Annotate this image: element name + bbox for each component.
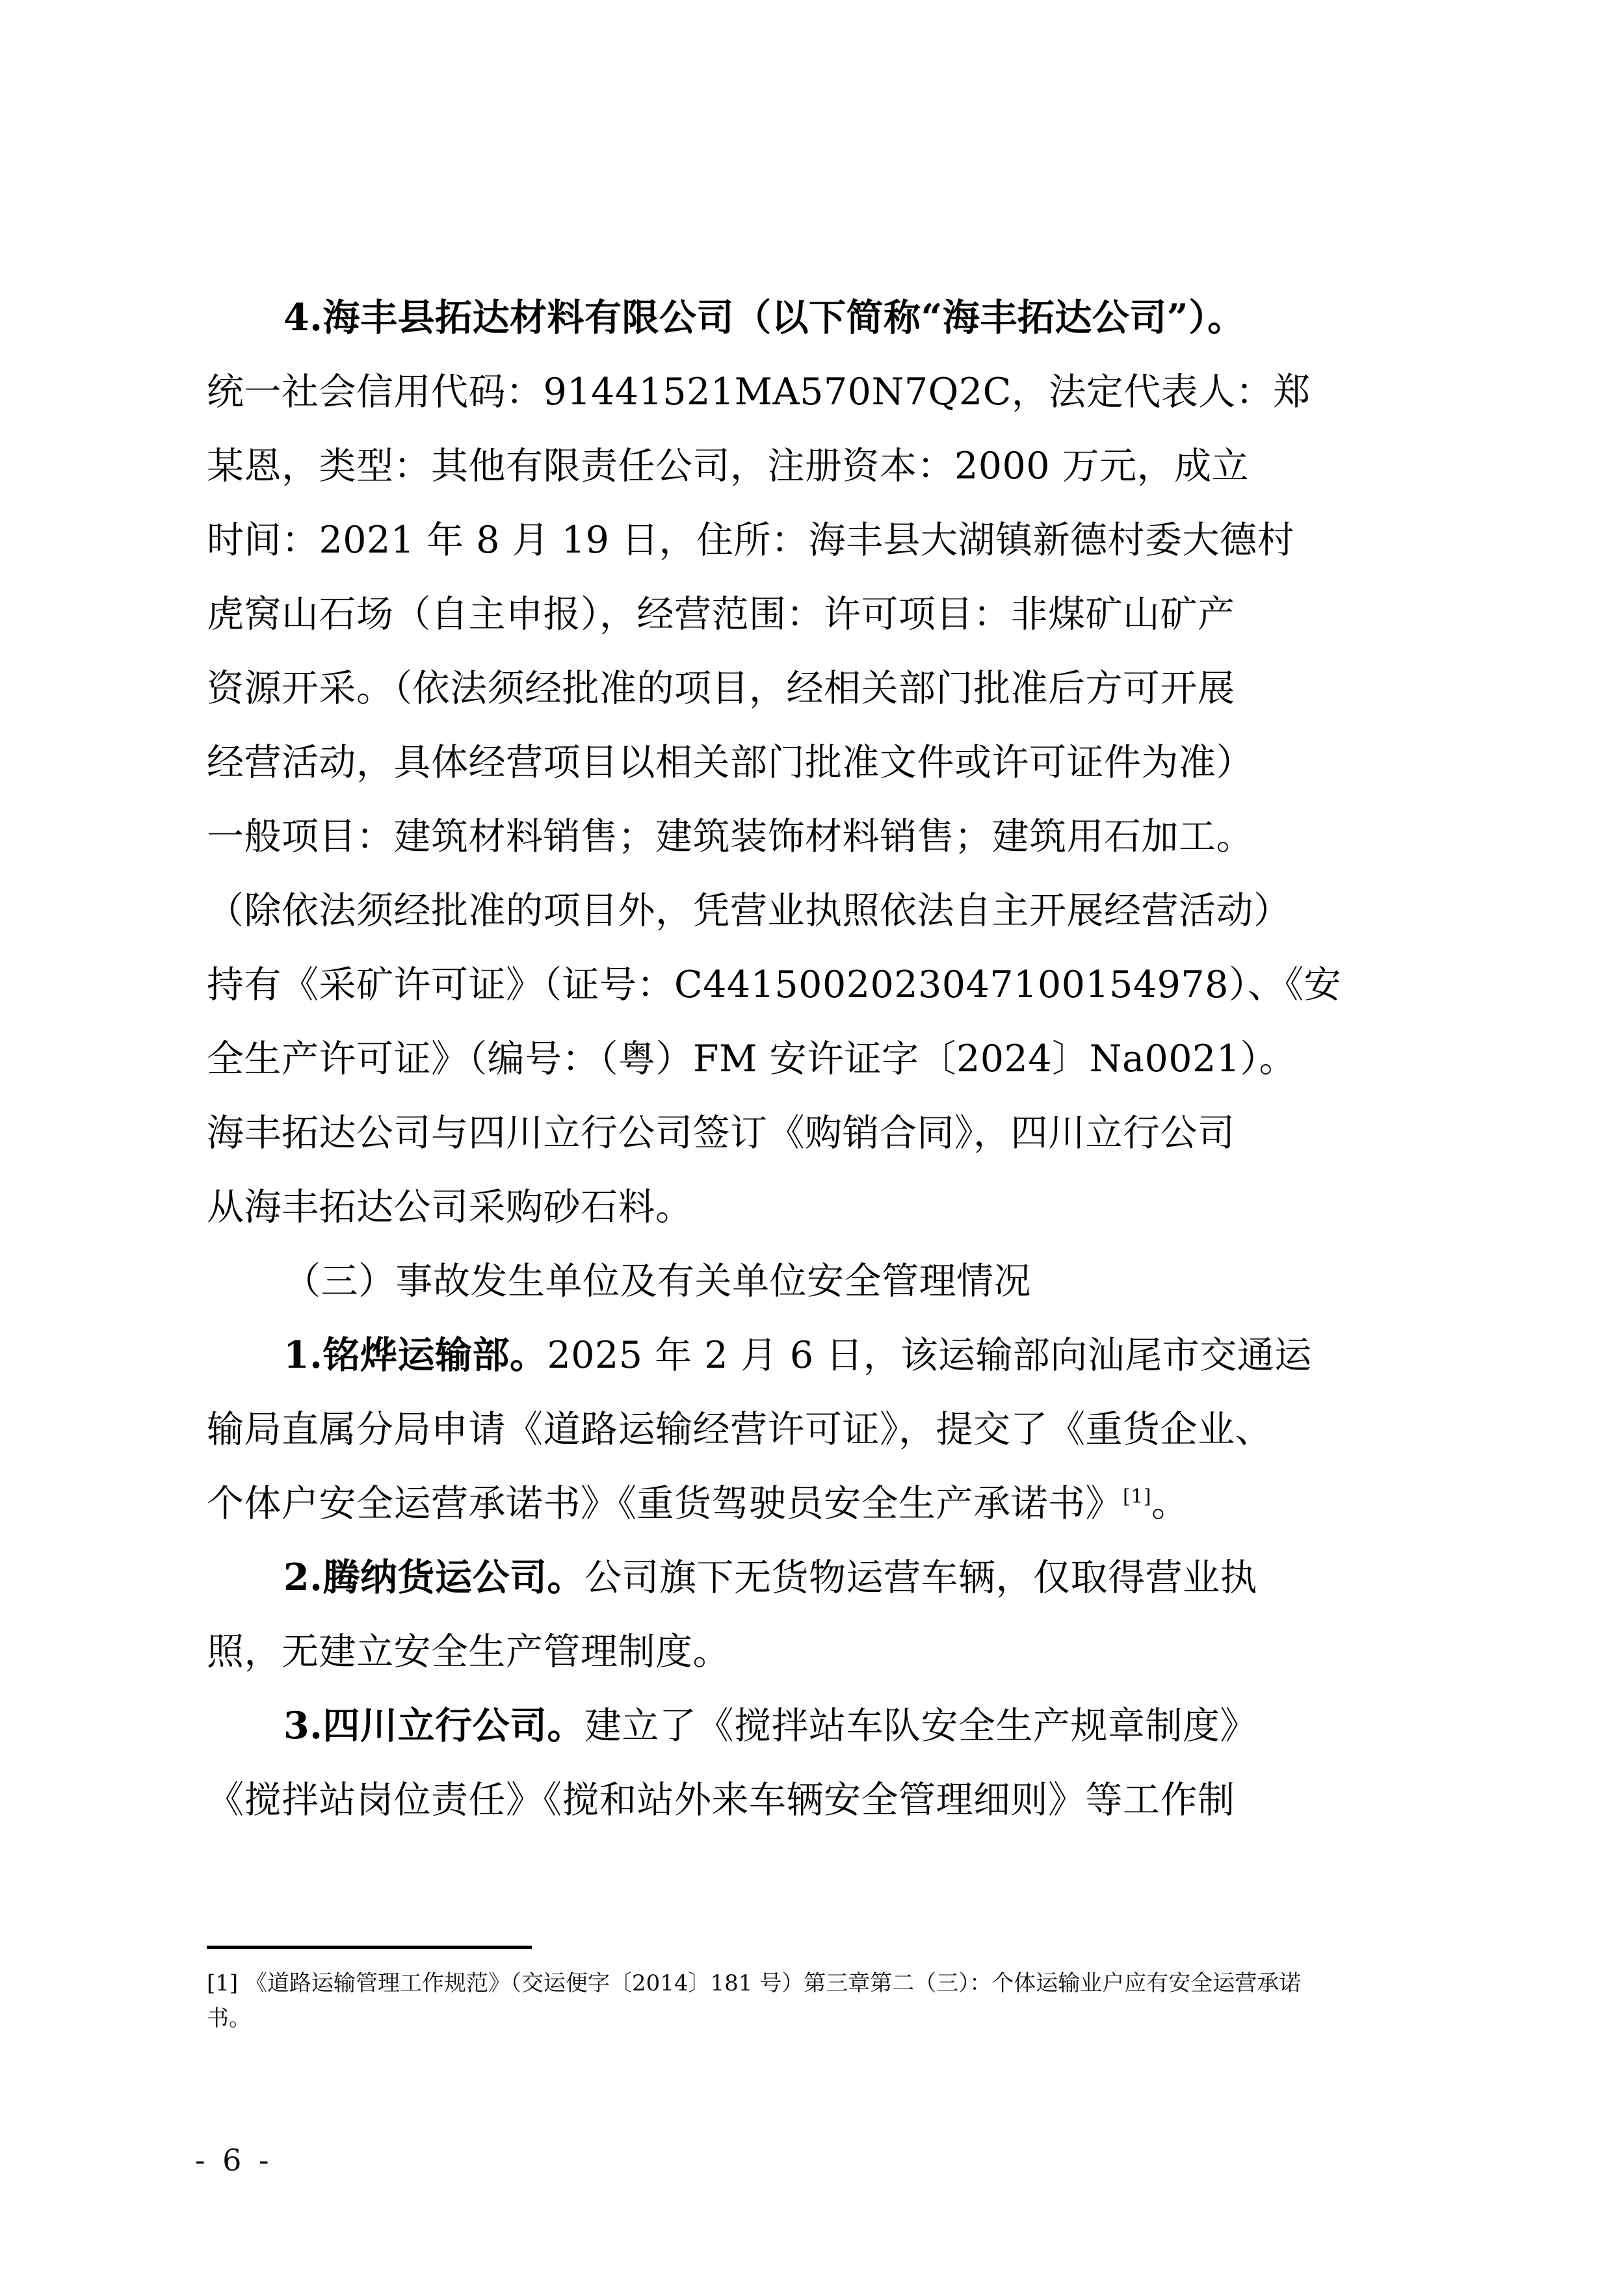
subsection-heading-three: （三）事故发生单位及有关单位安全管理情况: [283, 1260, 1031, 1303]
footnote-marker: [1]: [207, 1970, 239, 1996]
footnote-reference-marker[interactable]: [1]: [1123, 1485, 1151, 1508]
section-3-line-1: [207, 1689, 1413, 1763]
body-line-establish-address: 时间：2021 年 8 月 19 日，住所：海丰县大湖镇新德村委大德村: [207, 519, 1294, 562]
body-line-type-capital: 某恩，类型：其他有限责任公司，注册资本：2000 万元，成立: [207, 445, 1250, 488]
section-3-heading: 3.四川立行公司。: [283, 1704, 585, 1747]
footnote-line-2: 书。: [207, 2005, 251, 2031]
section-1-line-3-tail: 。: [1151, 1482, 1189, 1525]
body-line-credit-code: 统一社会信用代码：91441521MA570N7Q2C，法定代表人：郑: [207, 371, 1311, 413]
document-body: [207, 281, 1413, 1837]
company-entry-heading: 4.海丰县拓达材料有限公司（以下简称“海丰拓达公司”）。: [283, 296, 1245, 339]
section-2-line-2: 照，无建立安全生产管理制度。: [207, 1630, 730, 1673]
body-line-license-exception: （除依法须经批准的项目外，凭营业执照依法自主开展经营活动）: [207, 889, 1291, 932]
section-1-heading: 1.铭烨运输部。: [283, 1333, 547, 1377]
footnote-block: [207, 1946, 1416, 2036]
section-1-line-3: [207, 1467, 1413, 1541]
body-line-purchase-contract: 海丰拓达公司与四川立行公司签订《购销合同》，四川立行公司: [207, 1112, 1235, 1155]
body-line-business-activity: 经营活动，具体经营项目以相关部门批准文件或许可证件为准）: [207, 741, 1253, 784]
body-line-mining-permit: 持有《采矿许可证》（证号：C4415002023047100154978）、《安: [207, 963, 1341, 1006]
body-line-safety-permit: 全生产许可证》（编号：（粤）FM 安许证字〔2024〕Na0021）。: [207, 1037, 1297, 1080]
section-1-line-1: [207, 1318, 1413, 1392]
section-1-line-2: 输局直属分局申请《道路运输经营许可证》，提交了《重货企业、: [207, 1408, 1272, 1451]
body-line-resource-mining: 资源开采。（依法须经批准的项目，经相关部门批准后方可开展: [207, 667, 1235, 710]
section-2-heading: 2.腾纳货运公司。: [283, 1556, 585, 1599]
body-line-general-items: 一般项目：建筑材料销售；建筑装饰材料销售；建筑用石加工。: [207, 815, 1253, 858]
body-line-quarry-scope: 虎窝山石场（自主申报），经营范围：许可项目：非煤矿山矿产: [207, 593, 1235, 636]
footnote-separator-rule: [207, 1946, 532, 1949]
section-3-line-1-rest: 建立了《搅拌站车队安全生产规章制度》: [584, 1704, 1258, 1747]
page-number: - 6 -: [195, 2143, 273, 2178]
section-1-line-3-text: 个体户安全运营承诺书》《重货驾驶员安全生产承诺书》: [207, 1482, 1123, 1525]
section-3-line-2: 《搅拌站岗位责任》《搅和站外来车辆安全管理细则》等工作制: [207, 1779, 1235, 1821]
section-1-line-1-rest: 2025 年 2 月 6 日，该运输部向汕尾市交通运: [547, 1334, 1312, 1377]
section-2-line-1-rest: 公司旗下无货物运营车辆，仅取得营业执: [584, 1556, 1258, 1599]
body-line-aggregate-purchase: 从海丰拓达公司采购砂石料。: [207, 1186, 693, 1229]
footnote-line-1: [207, 1966, 1416, 2001]
footnote-text-1: 《道路运输管理工作规范》（交运便字〔2014〕181 号）第三章第二（三）：个体运输业户应有安全运营承诺: [244, 1970, 1302, 1996]
section-2-line-1: [207, 1541, 1413, 1615]
